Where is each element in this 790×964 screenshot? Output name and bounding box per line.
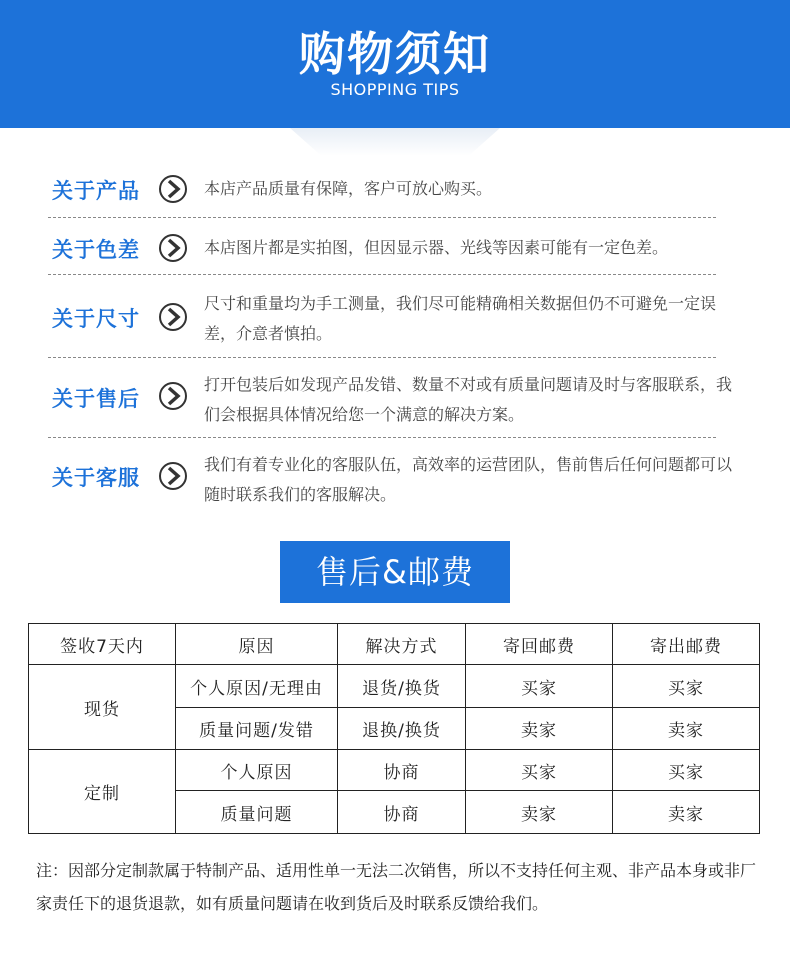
table-row — [29, 750, 760, 791]
chevron-right-circle-icon — [158, 233, 188, 263]
tip-text: 尺寸和重量均为手工测量，我们尽可能精确相关数据但仍不可避免一定误差，介意者慎拍。 — [204, 294, 717, 343]
banner-notch — [290, 128, 500, 156]
table-group-cell: 现货 — [29, 665, 176, 750]
section-title-after-sales-shipping: 售后&邮费 — [280, 541, 510, 603]
table-header-cell: 解决方式 — [338, 624, 466, 665]
divider — [48, 357, 716, 358]
chevron-right-circle-icon — [158, 461, 188, 491]
return-policy-table — [28, 623, 760, 834]
table-cell: 买家 — [613, 750, 760, 791]
table-cell: 卖家 — [466, 708, 613, 750]
table-header-cell: 寄出邮费 — [613, 624, 760, 665]
chevron-right-circle-icon — [158, 302, 188, 332]
table-header-cell: 寄回邮费 — [466, 624, 613, 665]
table-cell: 协商 — [338, 791, 466, 834]
tip-label: 关于产品 — [52, 179, 140, 203]
table-row — [29, 665, 760, 708]
header-banner — [0, 0, 790, 128]
tip-text: 本店图片都是实拍图，但因显示器、光线等因素可能有一定色差。 — [204, 238, 669, 257]
table-cell: 个人原因/无理由 — [176, 665, 338, 708]
tip-label: 关于尺寸 — [52, 307, 140, 331]
tip-label: 关于色差 — [52, 238, 140, 262]
table-cell: 协商 — [338, 750, 466, 791]
table-cell: 卖家 — [613, 708, 760, 750]
divider — [48, 217, 716, 218]
table-cell: 买家 — [466, 750, 613, 791]
table-header-row — [29, 624, 760, 665]
table-cell: 买家 — [613, 665, 760, 708]
table-cell: 个人原因 — [176, 750, 338, 791]
table-cell: 退货/换货 — [338, 665, 466, 708]
divider — [48, 274, 716, 275]
table-cell: 卖家 — [613, 791, 760, 834]
tip-label: 关于客服 — [52, 466, 140, 490]
page-subtitle: SHOPPING TIPS — [330, 80, 460, 99]
chevron-right-circle-icon — [158, 174, 188, 204]
divider — [48, 437, 716, 438]
table-cell: 退换/换货 — [338, 708, 466, 750]
chevron-right-circle-icon — [158, 381, 188, 411]
tip-text: 本店产品质量有保障，客户可放心购买。 — [204, 179, 493, 198]
disclaimer-note: 注：因部分定制款属于特制产品、适用性单一无法二次销售，所以不支持任何主观、非产品本身或非厂家责任下的退货退款，如有质量问题请在收到货后及时联系反馈给我们。 — [36, 861, 757, 913]
tip-label: 关于售后 — [52, 387, 140, 411]
table-group-cell: 定制 — [29, 750, 176, 834]
table-header-cell: 原因 — [176, 624, 338, 665]
page-title: 购物须知 — [299, 27, 491, 81]
tip-text: 我们有着专业化的客服队伍，高效率的运营团队，售前售后任何问题都可以随时联系我们的客服解决。 — [204, 455, 733, 504]
table-header-cell: 签收7天内 — [29, 624, 176, 665]
table-cell: 质量问题 — [176, 791, 338, 834]
table-cell: 卖家 — [466, 791, 613, 834]
tip-text: 打开包装后如发现产品发错、数量不对或有质量问题请及时与客服联系，我们会根据具体情况给您一个满意的解决方案。 — [204, 375, 733, 424]
table-cell: 质量问题/发错 — [176, 708, 338, 750]
table-cell: 买家 — [466, 665, 613, 708]
